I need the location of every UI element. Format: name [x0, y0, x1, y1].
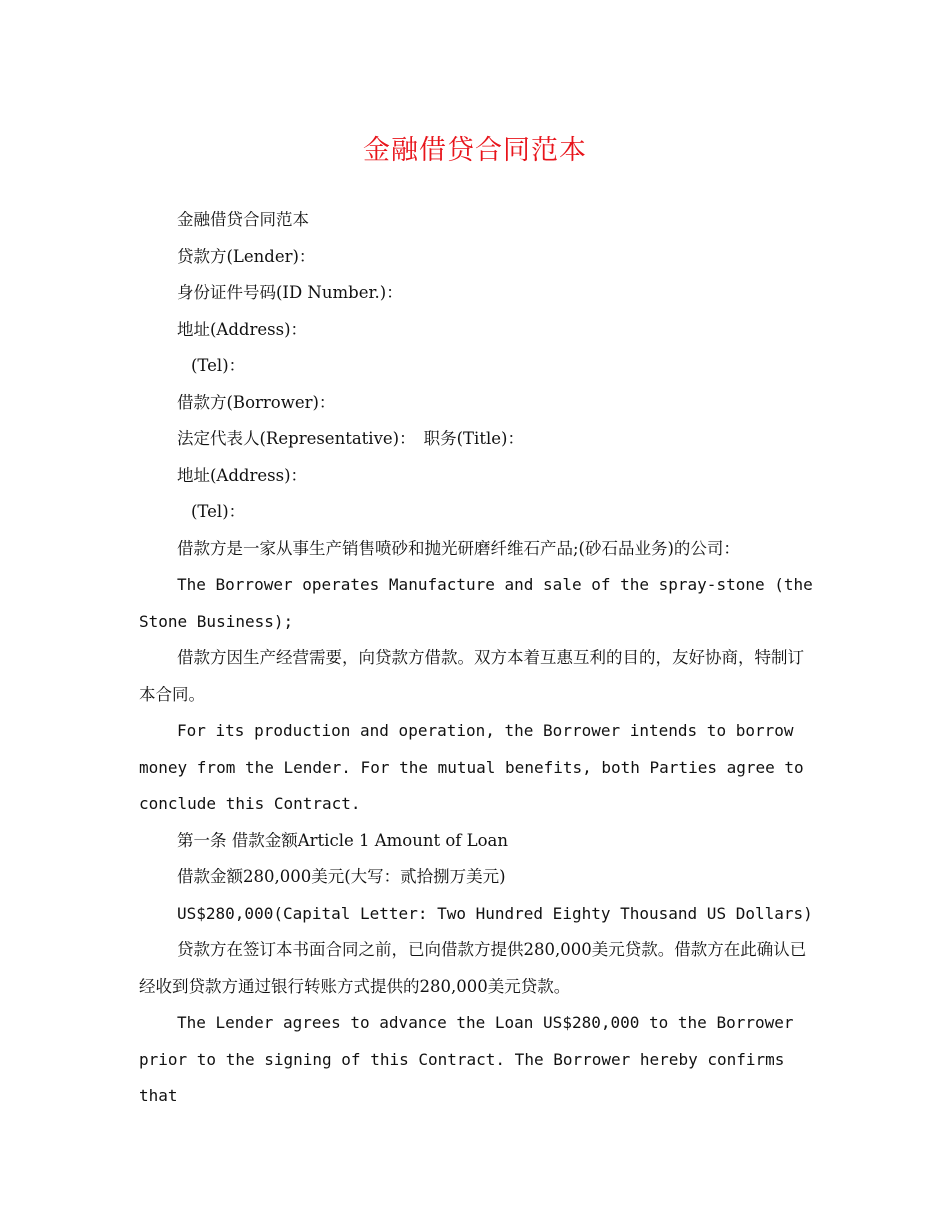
- borrower-business-en: The Borrower operates Manufacture and sale of the spray-stone (the Stone Business);: [139, 575, 813, 631]
- lender-tel-field: (Tel)：: [191, 356, 246, 375]
- representative-field: 法定代表人(Representative)：: [177, 429, 416, 448]
- page-title: 金融借贷合同范本: [363, 135, 587, 166]
- doc-subtitle: 金融借贷合同范本: [177, 210, 309, 229]
- purpose-cn: 借款方因生产经营需要，向贷款方借款。双方本着互惠互利的目的，友好协商，特制订本合同。: [139, 648, 804, 704]
- borrower-tel-field: (Tel)：: [191, 502, 246, 521]
- representative-line: [139, 421, 819, 458]
- purpose-en: For its production and operation, the Borrower intends to borrow money from the Lender. For the mutual benefits, both Parties agree to conclude this Contract.: [139, 721, 804, 813]
- lender-address-field: 地址(Address)：: [177, 319, 308, 339]
- loan-amount-en: US$280,000(Capital Letter: Two Hundred Eighty Thousand US Dollars): [177, 903, 813, 923]
- title-field: 职务(Title)：: [423, 429, 524, 448]
- article-1-heading: 第一条 借款金额Article 1 Amount of Loan: [177, 830, 508, 850]
- id-number-field: 身份证件号码(ID Number.)：: [177, 283, 403, 302]
- borrower-address-field: 地址(Address)：: [177, 465, 308, 485]
- advance-cn: 贷款方在签订本书面合同之前，已向借款方提供280,000美元贷款。借款方在此确认已经收到贷款方通过银行转账方式提供的280,000美元贷款。: [139, 940, 807, 996]
- borrower-field: 借款方(Borrower)：: [177, 392, 336, 412]
- document-body: [139, 202, 819, 1115]
- loan-amount-cn: 借款金额280,000美元(大写：贰拾捌万美元): [177, 867, 506, 886]
- advance-en: The Lender agrees to advance the Loan US$280,000 to the Borrower prior to the signing of this Contract. The Borrower hereby confirms that: [139, 1013, 794, 1105]
- borrower-business-cn: 借款方是一家从事生产销售喷砂和抛光研磨纤维石产品;(砂石品业务)的公司：: [177, 538, 740, 558]
- lender-field: 贷款方(Lender)：: [177, 246, 316, 266]
